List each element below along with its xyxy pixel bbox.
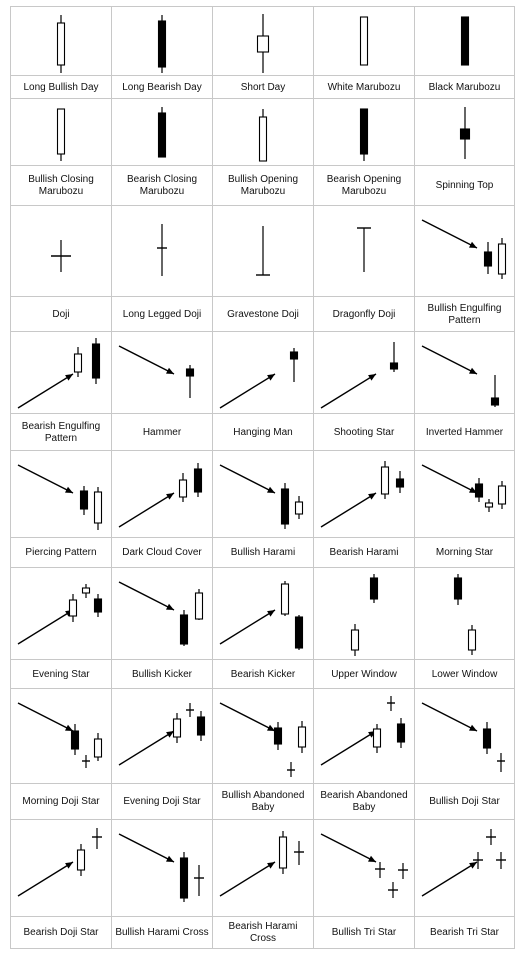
bearish-tri-star-figure <box>415 820 515 917</box>
pattern-label: Bearish Engulfing Pattern <box>21 420 101 444</box>
bearish-kicker-figure <box>213 568 314 660</box>
pattern-cell-lower-window <box>414 567 515 689</box>
pattern-label: Piercing Pattern <box>25 547 97 558</box>
pattern-cell-bearish-doji-star <box>10 819 112 949</box>
pattern-cell-bearish-engulfing <box>10 331 112 451</box>
pattern-label: Bearish Harami <box>329 547 399 558</box>
white-marubozu-figure <box>314 7 415 76</box>
shooting-star-figure <box>314 332 415 414</box>
pattern-cell-dragonfly-doji <box>313 205 415 332</box>
dark-cloud-cover-figure <box>112 451 213 538</box>
piercing-figure <box>11 451 112 538</box>
pattern-cell-spinning-top <box>414 98 515 206</box>
bearish-opening-marubozu-figure <box>314 99 415 166</box>
pattern-label: Long Bearish Day <box>122 81 202 93</box>
pattern-label: Upper Window <box>331 668 397 680</box>
pattern-cell-hammer <box>111 331 213 451</box>
pattern-label: Bearish Tri Star <box>430 927 499 938</box>
bullish-opening-marubozu-figure <box>213 99 314 166</box>
pattern-cell-dark-cloud-cover <box>111 450 213 568</box>
bearish-doji-star-figure <box>11 820 112 917</box>
bearish-abandoned-baby-figure <box>314 689 415 784</box>
hammer-figure <box>112 332 213 414</box>
bearish-harami-figure <box>314 451 415 538</box>
pattern-label: Short Day <box>240 81 286 93</box>
bearish-engulfing-figure <box>11 332 112 414</box>
pattern-cell-bearish-tri-star <box>414 819 515 949</box>
upper-window-figure <box>314 568 415 660</box>
pattern-cell-inverted-hammer <box>414 331 515 451</box>
pattern-cell-bullish-doji-star <box>414 688 515 820</box>
black-marubozu-figure <box>415 7 515 76</box>
pattern-cell-bullish-kicker <box>111 567 213 689</box>
bullish-tri-star-figure <box>314 820 415 917</box>
pattern-label: Long Legged Doji <box>122 308 202 320</box>
short-day-figure <box>213 7 314 76</box>
pattern-label: Bearish Closing Marubozu <box>126 174 198 197</box>
bullish-abandoned-baby-figure <box>213 689 314 784</box>
pattern-label: Long Bullish Day <box>23 81 99 93</box>
pattern-label: Black Marubozu <box>428 81 501 93</box>
pattern-label: Lower Window <box>431 668 498 680</box>
pattern-label: Bearish Harami Cross <box>228 921 298 944</box>
pattern-label: Bullish Engulfing Pattern <box>427 302 502 326</box>
bullish-closing-marubozu-figure <box>11 99 112 166</box>
pattern-cell-long-bullish-day <box>10 6 112 99</box>
bearish-closing-marubozu-figure <box>112 99 213 166</box>
pattern-cell-upper-window <box>313 567 415 689</box>
pattern-label: Inverted Hammer <box>425 426 504 438</box>
pattern-label: Bullish Opening Marubozu <box>227 174 299 197</box>
evening-doji-star-figure <box>112 689 213 784</box>
pattern-cell-short-day <box>212 6 314 99</box>
pattern-label: Bullish Harami <box>230 547 296 558</box>
pattern-label: Morning Doji Star <box>22 796 100 807</box>
bullish-engulfing-figure <box>415 206 515 297</box>
pattern-cell-bullish-harami-cross <box>111 819 213 949</box>
pattern-label: Bearish Kicker <box>230 668 296 680</box>
pattern-label: Bullish Doji Star <box>429 796 500 807</box>
pattern-label: Bullish Harami Cross <box>115 927 209 938</box>
pattern-cell-bullish-engulfing <box>414 205 515 332</box>
pattern-label: Hammer <box>142 426 182 438</box>
pattern-cell-hanging-man <box>212 331 314 451</box>
bullish-kicker-figure <box>112 568 213 660</box>
bullish-harami-figure <box>213 451 314 538</box>
bullish-harami-cross-figure <box>112 820 213 917</box>
pattern-cell-evening-doji-star <box>111 688 213 820</box>
pattern-label: Bearish Abandoned Baby <box>320 790 408 813</box>
pattern-cell-bullish-harami <box>212 450 314 568</box>
pattern-label: Evening Doji Star <box>123 796 201 807</box>
doji-figure <box>11 206 112 297</box>
pattern-cell-bearish-closing-marubozu <box>111 98 213 206</box>
lower-window-figure <box>415 568 515 660</box>
pattern-cell-white-marubozu <box>313 6 415 99</box>
pattern-cell-long-bearish-day <box>111 6 213 99</box>
pattern-label: Hanging Man <box>233 426 293 438</box>
pattern-label: Bullish Kicker <box>131 668 193 680</box>
pattern-cell-long-legged-doji <box>111 205 213 332</box>
pattern-label: Dark Cloud Cover <box>122 547 202 558</box>
pattern-cell-doji <box>10 205 112 332</box>
pattern-cell-bearish-opening-marubozu <box>313 98 415 206</box>
long-bearish-day-figure <box>112 7 213 76</box>
pattern-cell-bullish-opening-marubozu <box>212 98 314 206</box>
morning-star-figure <box>415 451 515 538</box>
pattern-cell-shooting-star <box>313 331 415 451</box>
inverted-hammer-figure <box>415 332 515 414</box>
pattern-cell-evening-star <box>10 567 112 689</box>
pattern-cell-bearish-harami-cross <box>212 819 314 949</box>
pattern-label: Bullish Tri Star <box>331 927 397 938</box>
pattern-label: Doji <box>52 308 70 320</box>
pattern-cell-bullish-closing-marubozu <box>10 98 112 206</box>
pattern-label: Bearish Doji Star <box>23 927 99 938</box>
long-legged-doji-figure <box>112 206 213 297</box>
dragonfly-doji-figure <box>314 206 415 297</box>
pattern-label: Shooting Star <box>333 426 395 438</box>
pattern-cell-black-marubozu <box>414 6 515 99</box>
long-bullish-day-figure <box>11 7 112 76</box>
gravestone-doji-figure <box>213 206 314 297</box>
hanging-man-figure <box>213 332 314 414</box>
pattern-label: Morning Star <box>435 547 494 558</box>
spinning-top-figure <box>415 99 515 166</box>
pattern-label: Bearish Opening Marubozu <box>326 174 402 197</box>
pattern-label: Bullish Closing Marubozu <box>28 174 94 197</box>
pattern-cell-bearish-abandoned-baby <box>313 688 415 820</box>
bullish-doji-star-figure <box>415 689 515 784</box>
pattern-label: Bullish Abandoned Baby <box>221 790 305 813</box>
bearish-harami-cross-figure <box>213 820 314 917</box>
pattern-label: Spinning Top <box>435 180 494 191</box>
pattern-cell-bearish-kicker <box>212 567 314 689</box>
pattern-cell-bullish-tri-star <box>313 819 415 949</box>
pattern-label: White Marubozu <box>327 81 401 93</box>
pattern-label: Dragonfly Doji <box>332 308 396 320</box>
pattern-cell-gravestone-doji <box>212 205 314 332</box>
pattern-cell-bearish-harami <box>313 450 415 568</box>
pattern-label: Evening Star <box>32 668 90 680</box>
pattern-cell-piercing <box>10 450 112 568</box>
pattern-cell-morning-star <box>414 450 515 568</box>
pattern-cell-morning-doji-star <box>10 688 112 820</box>
pattern-label: Gravestone Doji <box>227 308 299 320</box>
morning-doji-star-figure <box>11 689 112 784</box>
pattern-cell-bullish-abandoned-baby <box>212 688 314 820</box>
evening-star-figure <box>11 568 112 660</box>
